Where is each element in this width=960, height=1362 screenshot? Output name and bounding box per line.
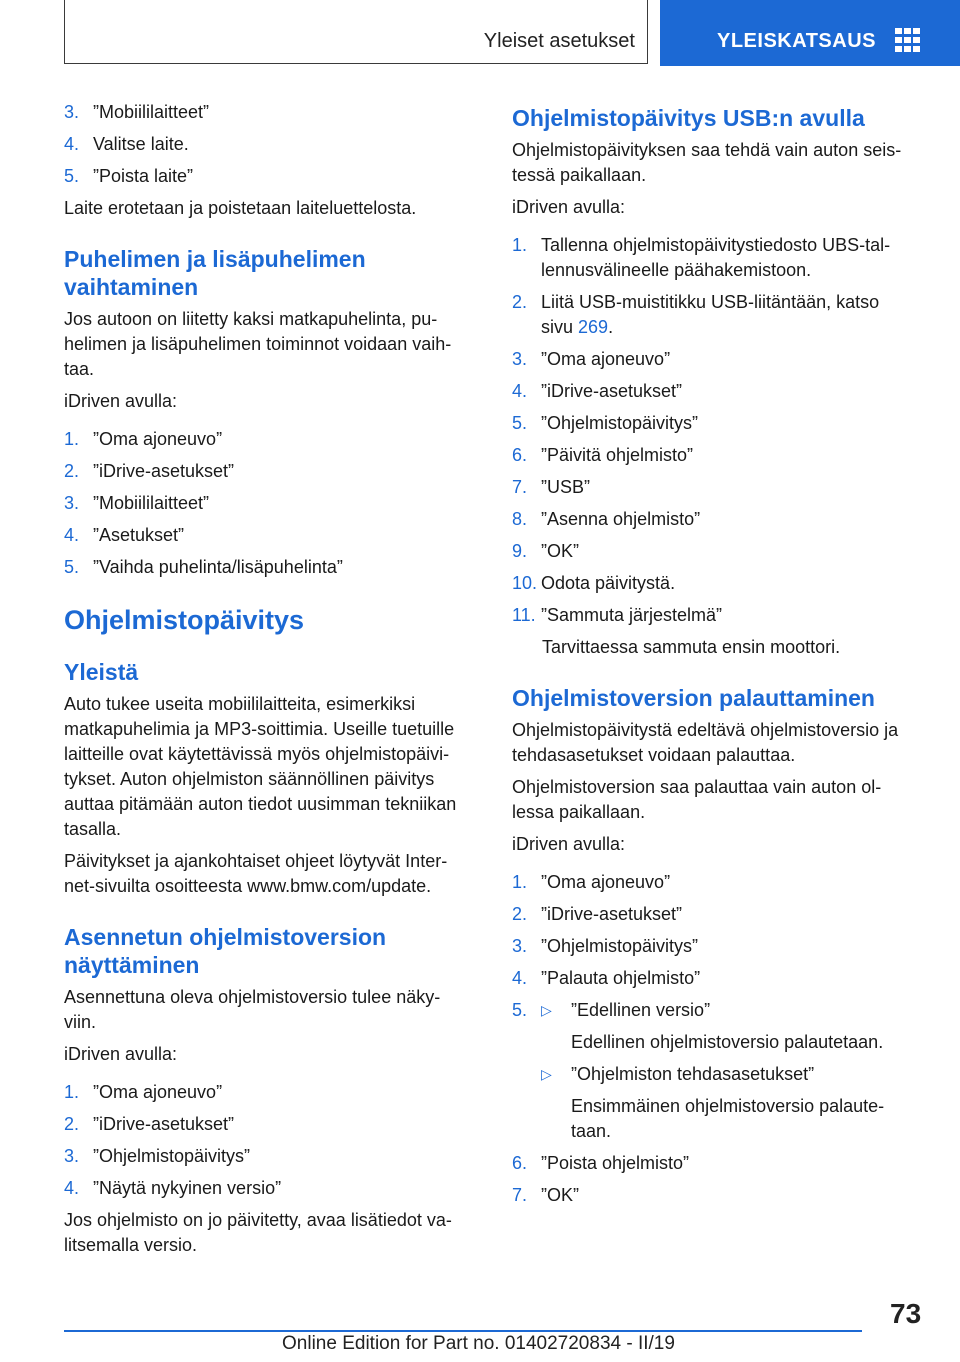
list-item: 7. ”USB” <box>512 477 590 497</box>
list-item: 4. Valitse laite. <box>64 134 189 154</box>
overview-tab[interactable] <box>660 0 960 66</box>
triangle-icon: ▷ <box>541 1066 552 1082</box>
heading-general: Yleistä <box>64 659 139 685</box>
list-item: 5. ”Vaihda puhelinta/lisäpuhelinta” <box>64 557 343 577</box>
heading-usb-update: Ohjelmistopäivitys USB:n avulla <box>512 105 865 131</box>
list-item: 2. Liitä USB-muistitikku USB-liitäntään, katso sivu 269. <box>512 292 880 337</box>
list-item: 4. ”iDrive-asetukset” <box>512 381 683 401</box>
list-item: 10. Odota päivitystä. <box>512 573 676 593</box>
edition-text: Online Edition for Part no. 01402720834 - II/19 <box>282 1333 675 1354</box>
list-item: 3. ”Ohjelmistopäivitys” <box>64 1146 251 1166</box>
list-item: 2. ”iDrive-asetukset” <box>64 461 235 481</box>
list-item: 5. ”Ohjelmistopäivitys” <box>512 413 699 433</box>
list-item: 3. ”Ohjelmistopäivitys” <box>512 936 699 956</box>
heading-show-version: Asennetun ohjelmistoversion näyttäminen <box>64 924 387 978</box>
idrive-label: iDriven avulla: <box>64 1044 178 1064</box>
paragraph: Ohjelmistoversion saa palauttaa vain auton ol- lessa paikallaan. <box>512 777 882 822</box>
steps-restore <box>512 870 926 1208</box>
list-item: 3. ”Mobiililaitteet” <box>64 493 210 513</box>
paragraph: Jos autoon on liitetty kaksi matkapuhelinta, pu- helimen ja lisäpuhelimen toiminnot voidaan vaih- taa. <box>64 309 452 379</box>
list-item: 4. ”Palauta ohjelmisto” <box>512 968 701 988</box>
list-item: 4. ”Näytä nykyinen versio” <box>64 1178 282 1198</box>
list-item: 1. ”Oma ajoneuvo” <box>512 872 671 892</box>
triangle-icon: ▷ <box>541 1002 552 1018</box>
list-item: 5. ”Poista laite” <box>64 166 194 186</box>
idrive-label: iDriven avulla: <box>64 391 178 411</box>
steps-usb-update <box>512 233 926 628</box>
list-item: 1. Tallenna ohjelmistopäivitystiedosto UBS-tal- lennusvälineelle päähakemistoon. <box>512 235 891 280</box>
page-header <box>0 0 960 66</box>
note: Tarvittaessa sammuta ensin moottori. <box>542 637 841 657</box>
left-column <box>64 100 484 1258</box>
list-item: 1. ”Oma ajoneuvo” <box>64 429 223 449</box>
list-item: 2. ”iDrive-asetukset” <box>512 904 683 924</box>
paragraph: Ohjelmistopäivityksen saa tehdä vain auton seis- tessä paikallaan. <box>512 140 902 185</box>
option-item: ▷ ”Ohjelmiston tehdasasetukset” <box>541 1062 926 1087</box>
steps-remove-device <box>64 100 484 189</box>
steps-swap-phone <box>64 427 484 580</box>
list-item: 9. ”OK” <box>512 541 579 561</box>
section-tab[interactable] <box>64 0 648 64</box>
steps-show-version <box>64 1080 484 1201</box>
paragraph: Jos ohjelmisto on jo päivitetty, avaa lisätiedot va- litsemalla versio. <box>64 1210 452 1255</box>
list-item: 8. ”Asenna ohjelmisto” <box>512 509 701 529</box>
list-item: 11. ”Sammuta järjestelmä” <box>512 605 723 625</box>
section-tab-label: Yleiset asetukset <box>483 30 635 52</box>
paragraph: Asennettuna oleva ohjelmistoversio tulee näky- viin. <box>64 987 441 1032</box>
list-item: 3. ”Oma ajoneuvo” <box>512 349 671 369</box>
paragraph: Laite erotetaan ja poistetaan laiteluettelosta. <box>64 198 417 218</box>
heading-swap-phone: Puhelimen ja lisäpuhelimen vaihtaminen <box>64 246 366 300</box>
overview-tab-label: YLEISKATSAUS <box>717 30 876 52</box>
note: Edellinen ohjelmistoversio palautetaan. <box>571 1032 884 1052</box>
right-column <box>512 100 926 1208</box>
list-item: 1. ”Oma ajoneuvo” <box>64 1082 223 1102</box>
paragraph: Auto tukee useita mobiililaitteita, esimerkiksi matkapuhelimia ja MP3-soittimia. Useille tuetuille laitteille ovat käytettävissä myös ohjelmistopäivi- tykset. Auton ohjelmiston säännöllinen päivitys auttaa pitämään auton tiedot uusimman tekniikan tasalla. <box>64 694 457 839</box>
list-item: 6. ”Päivitä ohjelmisto” <box>512 445 694 465</box>
idrive-label: iDriven avulla: <box>512 834 626 854</box>
list-item: 2. ”iDrive-asetukset” <box>64 1114 235 1134</box>
idrive-label: iDriven avulla: <box>512 197 626 217</box>
list-item: 4. ”Asetukset” <box>64 525 185 545</box>
grid-icon <box>895 28 921 54</box>
page-link[interactable]: 269 <box>578 317 609 337</box>
paragraph: Ohjelmistopäivitystä edeltävä ohjelmistoversio ja tehdasasetukset voidaan palauttaa. <box>512 720 899 765</box>
heading-restore-version: Ohjelmistoversion palauttaminen <box>512 685 875 711</box>
list-item: 5. ▷ ”Edellinen versio” Edellinen ohjelmistoversio palautetaan. ▷ ”Ohjelmiston tehdasasetukset” Ensimmäinen ohjelmistoversio palaute- taan. <box>512 998 926 1144</box>
paragraph: Päivitykset ja ajankohtaiset ohjeet löytyvät Inter- net-sivuilta osoitteesta www.bmw.com/update. <box>64 851 448 896</box>
footer-divider <box>64 1330 862 1332</box>
list-item: 3. ”Mobiililaitteet” <box>64 102 210 122</box>
note: Ensimmäinen ohjelmistoversio palaute- taan. <box>571 1096 885 1141</box>
option-item: ▷ ”Edellinen versio” <box>541 998 926 1023</box>
list-item: 7. ”OK” <box>512 1185 579 1205</box>
list-item: 6. ”Poista ohjelmisto” <box>512 1153 690 1173</box>
page-number: 73 <box>890 1298 922 1329</box>
heading-software-update: Ohjelmistopäivitys <box>64 605 305 635</box>
